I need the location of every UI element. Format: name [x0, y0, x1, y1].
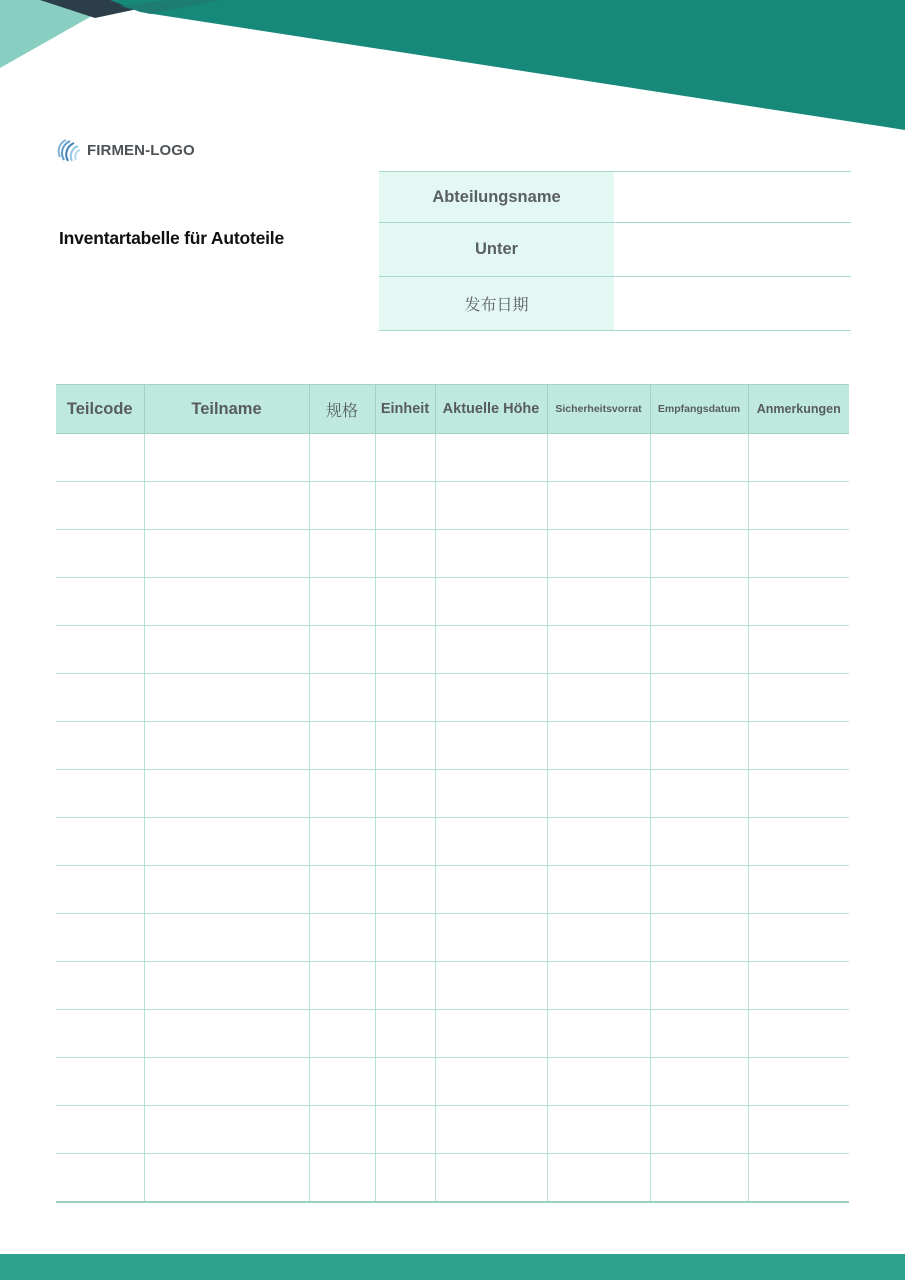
table-cell[interactable]: [748, 434, 849, 482]
table-cell[interactable]: [375, 674, 435, 722]
column-header-receipt-date: Empfangsdatum: [650, 385, 748, 434]
table-cell[interactable]: [435, 578, 547, 626]
table-cell[interactable]: [56, 1058, 144, 1106]
column-header-current-level: Aktuelle Höhe: [435, 385, 547, 434]
table-cell[interactable]: [375, 578, 435, 626]
table-cell[interactable]: [309, 530, 375, 578]
table-cell[interactable]: [748, 722, 849, 770]
table-cell[interactable]: [56, 578, 144, 626]
info-row-department: [379, 172, 851, 223]
table-cell[interactable]: [650, 1058, 748, 1106]
table-cell[interactable]: [547, 434, 650, 482]
table-row: [56, 1154, 849, 1203]
table-cell[interactable]: [375, 1106, 435, 1154]
table-cell[interactable]: [435, 914, 547, 962]
table-cell[interactable]: [748, 1010, 849, 1058]
table-cell[interactable]: [56, 962, 144, 1010]
table-cell[interactable]: [309, 434, 375, 482]
table-cell[interactable]: [435, 1010, 547, 1058]
table-cell[interactable]: [435, 1106, 547, 1154]
table-cell[interactable]: [650, 482, 748, 530]
logo-text: FIRMEN-LOGO: [87, 141, 195, 159]
table-cell[interactable]: [650, 1010, 748, 1058]
table-cell[interactable]: [375, 818, 435, 866]
table-cell[interactable]: [748, 578, 849, 626]
table-cell[interactable]: [144, 434, 309, 482]
table-cell[interactable]: [748, 674, 849, 722]
header-decoration: [0, 0, 905, 140]
info-value-date[interactable]: [614, 277, 851, 331]
table-cell[interactable]: [56, 434, 144, 482]
table-cell[interactable]: [748, 1106, 849, 1154]
table-cell[interactable]: [56, 722, 144, 770]
table-row: [56, 1010, 849, 1058]
table-cell[interactable]: [748, 962, 849, 1010]
info-table: [379, 171, 851, 331]
table-cell[interactable]: [748, 1058, 849, 1106]
table-cell[interactable]: [375, 434, 435, 482]
table-cell[interactable]: [144, 914, 309, 962]
info-row-sub: [379, 223, 851, 277]
table-cell[interactable]: [56, 530, 144, 578]
table-cell[interactable]: [435, 530, 547, 578]
table-cell[interactable]: [375, 1010, 435, 1058]
table-cell[interactable]: [435, 434, 547, 482]
table-cell[interactable]: [547, 626, 650, 674]
table-cell[interactable]: [375, 770, 435, 818]
table-cell[interactable]: [435, 674, 547, 722]
column-header-part-code: Teilcode: [56, 385, 144, 434]
table-cell[interactable]: [435, 962, 547, 1010]
company-logo: [57, 135, 195, 165]
table-cell[interactable]: [309, 578, 375, 626]
table-cell[interactable]: [748, 530, 849, 578]
table-cell[interactable]: [56, 1106, 144, 1154]
table-cell[interactable]: [547, 482, 650, 530]
info-value-sub[interactable]: [614, 223, 851, 277]
info-label-department: Abteilungsname: [379, 172, 614, 223]
table-cell[interactable]: [748, 626, 849, 674]
table-cell[interactable]: [547, 1106, 650, 1154]
table-cell[interactable]: [309, 1106, 375, 1154]
table-cell[interactable]: [435, 1154, 547, 1203]
table-cell[interactable]: [375, 914, 435, 962]
table-cell[interactable]: [144, 626, 309, 674]
table-row: [56, 1106, 849, 1154]
table-cell[interactable]: [309, 914, 375, 962]
table-cell[interactable]: [547, 674, 650, 722]
table-cell[interactable]: [547, 1154, 650, 1203]
table-cell[interactable]: [375, 1154, 435, 1203]
table-row: [56, 434, 849, 482]
table-cell[interactable]: [748, 866, 849, 914]
column-header-specification: 规格: [309, 385, 375, 434]
table-cell[interactable]: [435, 770, 547, 818]
table-row: [56, 770, 849, 818]
column-header-unit: Einheit: [375, 385, 435, 434]
document-title: Inventartabelle für Autoteile: [59, 228, 284, 248]
table-cell[interactable]: [650, 770, 748, 818]
inventory-body: [56, 434, 849, 1203]
table-cell[interactable]: [547, 1058, 650, 1106]
info-label-date: 发布日期: [379, 277, 614, 331]
table-cell[interactable]: [144, 674, 309, 722]
table-cell[interactable]: [650, 530, 748, 578]
table-cell[interactable]: [144, 722, 309, 770]
table-cell[interactable]: [547, 722, 650, 770]
table-row: [56, 722, 849, 770]
table-cell[interactable]: [547, 914, 650, 962]
table-cell[interactable]: [309, 626, 375, 674]
table-cell[interactable]: [144, 578, 309, 626]
table-cell[interactable]: [144, 770, 309, 818]
table-cell[interactable]: [547, 962, 650, 1010]
table-cell[interactable]: [144, 1106, 309, 1154]
table-cell[interactable]: [435, 722, 547, 770]
table-cell[interactable]: [375, 722, 435, 770]
table-cell[interactable]: [650, 434, 748, 482]
table-cell[interactable]: [375, 866, 435, 914]
table-cell[interactable]: [435, 866, 547, 914]
table-cell[interactable]: [309, 770, 375, 818]
table-row: [56, 626, 849, 674]
table-cell[interactable]: [375, 530, 435, 578]
table-cell[interactable]: [144, 530, 309, 578]
table-cell[interactable]: [650, 1154, 748, 1203]
table-cell[interactable]: [309, 722, 375, 770]
table-cell[interactable]: [547, 866, 650, 914]
inventory-table: [56, 384, 849, 1203]
table-cell[interactable]: [375, 1058, 435, 1106]
info-row-date: [379, 277, 851, 331]
table-row: [56, 674, 849, 722]
table-cell[interactable]: [650, 722, 748, 770]
table-cell[interactable]: [144, 1154, 309, 1203]
table-row: [56, 482, 849, 530]
table-row: [56, 962, 849, 1010]
table-row: [56, 866, 849, 914]
table-cell[interactable]: [144, 818, 309, 866]
column-header-part-name: Teilname: [144, 385, 309, 434]
table-cell[interactable]: [435, 626, 547, 674]
table-cell[interactable]: [650, 962, 748, 1010]
logo-icon: [57, 137, 81, 163]
table-cell[interactable]: [650, 866, 748, 914]
table-cell[interactable]: [748, 1154, 849, 1203]
table-cell[interactable]: [144, 866, 309, 914]
table-cell[interactable]: [435, 818, 547, 866]
table-cell[interactable]: [56, 482, 144, 530]
table-cell[interactable]: [547, 530, 650, 578]
table-cell[interactable]: [309, 866, 375, 914]
table-cell[interactable]: [650, 626, 748, 674]
table-cell[interactable]: [547, 770, 650, 818]
table-cell[interactable]: [748, 914, 849, 962]
table-row: [56, 1058, 849, 1106]
table-cell[interactable]: [748, 482, 849, 530]
table-cell[interactable]: [144, 1010, 309, 1058]
table-cell[interactable]: [144, 962, 309, 1010]
table-cell[interactable]: [375, 482, 435, 530]
table-cell[interactable]: [309, 482, 375, 530]
table-cell[interactable]: [650, 818, 748, 866]
table-cell[interactable]: [375, 626, 435, 674]
table-row: [56, 530, 849, 578]
table-cell[interactable]: [56, 674, 144, 722]
table-cell[interactable]: [650, 578, 748, 626]
table-cell[interactable]: [375, 962, 435, 1010]
table-cell[interactable]: [56, 914, 144, 962]
table-cell[interactable]: [56, 770, 144, 818]
table-cell[interactable]: [309, 962, 375, 1010]
table-row: [56, 914, 849, 962]
table-cell[interactable]: [650, 914, 748, 962]
table-cell[interactable]: [144, 482, 309, 530]
table-cell[interactable]: [56, 818, 144, 866]
table-cell[interactable]: [650, 1106, 748, 1154]
table-cell[interactable]: [435, 1058, 547, 1106]
table-cell[interactable]: [56, 1010, 144, 1058]
info-label-sub: Unter: [379, 223, 614, 277]
table-cell[interactable]: [309, 674, 375, 722]
table-row: [56, 578, 849, 626]
table-cell[interactable]: [309, 1154, 375, 1203]
table-cell[interactable]: [144, 1058, 309, 1106]
column-header-remarks: Anmerkungen: [748, 385, 849, 434]
footer-bar: [0, 1254, 905, 1280]
table-cell[interactable]: [309, 1058, 375, 1106]
table-cell[interactable]: [56, 626, 144, 674]
table-cell[interactable]: [547, 818, 650, 866]
table-cell[interactable]: [748, 818, 849, 866]
table-cell[interactable]: [547, 578, 650, 626]
table-cell[interactable]: [547, 1010, 650, 1058]
table-cell[interactable]: [650, 674, 748, 722]
column-header-safety-stock: Sicherheitsvorrat: [547, 385, 650, 434]
table-cell[interactable]: [309, 818, 375, 866]
table-cell[interactable]: [748, 770, 849, 818]
table-cell[interactable]: [56, 866, 144, 914]
table-cell[interactable]: [435, 482, 547, 530]
inventory-header-row: [56, 385, 849, 434]
table-cell[interactable]: [56, 1154, 144, 1203]
table-row: [56, 818, 849, 866]
info-value-department[interactable]: [614, 172, 851, 223]
table-cell[interactable]: [309, 1010, 375, 1058]
